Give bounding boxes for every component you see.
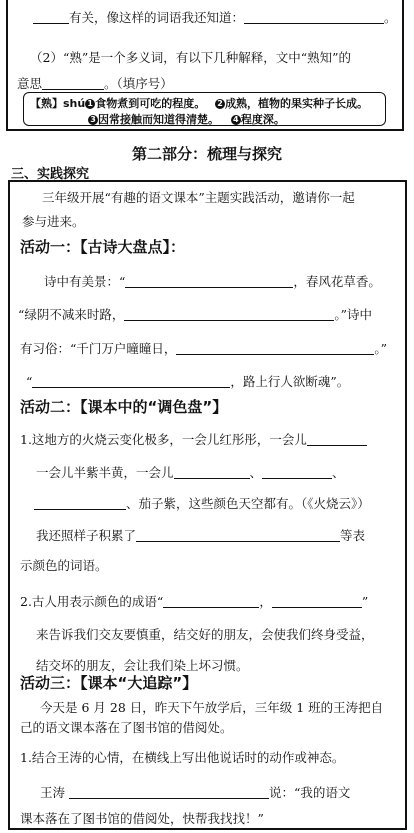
activity-3-line-2: 课本落在了图书馆的借阅处，快帮我找找！”: [20, 811, 264, 826]
answer-blank[interactable]: [244, 9, 384, 24]
number-1-icon: 1: [85, 99, 95, 109]
intro-line-1: 三年级开展“有趣的语文课本”主题实践活动，邀请你一起: [42, 190, 355, 205]
line-1: 有关，像这样的词语我还知道： 。: [33, 8, 397, 26]
poem-blank[interactable]: [124, 306, 334, 321]
idiom-blank[interactable]: [163, 593, 259, 608]
color-blank[interactable]: [136, 527, 340, 542]
color-blank[interactable]: [307, 431, 367, 446]
color-q1-line-1: 1.这地方的火烧云变化极多，一会儿红彤彤，一会儿: [20, 430, 367, 448]
color-q2-line-3: 结交坏的朋友，会让我们染上坏习惯。: [36, 658, 249, 673]
poem-line-4: “ ，路上行人欲断魂”。: [26, 374, 350, 389]
number-4-icon: 4: [231, 115, 241, 125]
definition-line-2: 3 因常接触而知道得清楚。 4 程度深。: [88, 111, 285, 127]
number-3-icon: 3: [88, 115, 98, 125]
poem-line-2: “绿阴不减来时路， 。”诗中: [18, 307, 373, 322]
activity-3-title: 活动三：【课本“大追踪”】: [20, 674, 198, 692]
definition-line-1: 【熟】shú 1 食物煮到可吃的程度。 2 成熟，植物的果实种子长成。: [30, 97, 369, 110]
color-blank[interactable]: [262, 464, 332, 479]
color-q1-line-3: 、茄子紫，这些颜色天空都有。（《火烧云》）: [34, 494, 370, 512]
intro-line-2: 参与进来。: [22, 214, 85, 229]
color-q2-line-2: 来告诉我们交友要慎重，结交好的朋友，会使我们终身受益，: [36, 627, 374, 642]
color-blank[interactable]: [34, 495, 126, 510]
color-q2-line-1: 2.古人用表示颜色的成语“ ， ”: [20, 594, 369, 609]
q2-line2: 意思 。（填序号）: [17, 76, 173, 91]
poem-blank[interactable]: [125, 273, 293, 288]
action-blank[interactable]: [69, 784, 269, 799]
answer-blank[interactable]: [33, 9, 69, 24]
part2-title: 第二部分：梳理与探究: [131, 145, 282, 163]
color-q1-line-5: 示颜色的词语。: [20, 558, 108, 573]
poem-blank[interactable]: [32, 373, 230, 388]
color-blank[interactable]: [174, 464, 250, 479]
activity-1-title: 活动一：【古诗大盘点】：: [20, 238, 186, 256]
color-q1-line-2: 一会儿半紫半黄，一会儿 、 、: [36, 465, 345, 480]
activity-3-question: 1.结合王涛的心情，在横线上写出他说话时的动作或神态。: [20, 750, 345, 765]
number-2-icon: 2: [215, 99, 225, 109]
section-title: 三、实践探究: [11, 167, 90, 182]
activity-3-para-1: 今天是 6 月 28 日，昨天下午放学后，三年级 1 班的王涛把自: [40, 700, 384, 715]
color-q1-line-4: 我还照样子积累了 等表: [36, 528, 366, 543]
activity-3-line: 王涛 说：“我的语文: [40, 785, 351, 800]
poem-blank[interactable]: [176, 340, 374, 355]
activity-2-title: 活动二：【课本中的“调色盘”】: [20, 398, 228, 416]
activity-3-para-2: 己的语文课本落在了图书馆的借阅处。: [20, 720, 233, 735]
idiom-blank[interactable]: [272, 593, 362, 608]
poem-line-3: 有习俗：“千门万户曈曈日， 。”: [20, 341, 388, 356]
q2-text: （2）“熟”是一个多义词，有以下几种解释，文中“熟知”的: [30, 50, 352, 65]
poem-line-1: 诗中有美景：“ ，春风花草香。: [44, 274, 381, 289]
answer-blank[interactable]: [42, 75, 104, 90]
